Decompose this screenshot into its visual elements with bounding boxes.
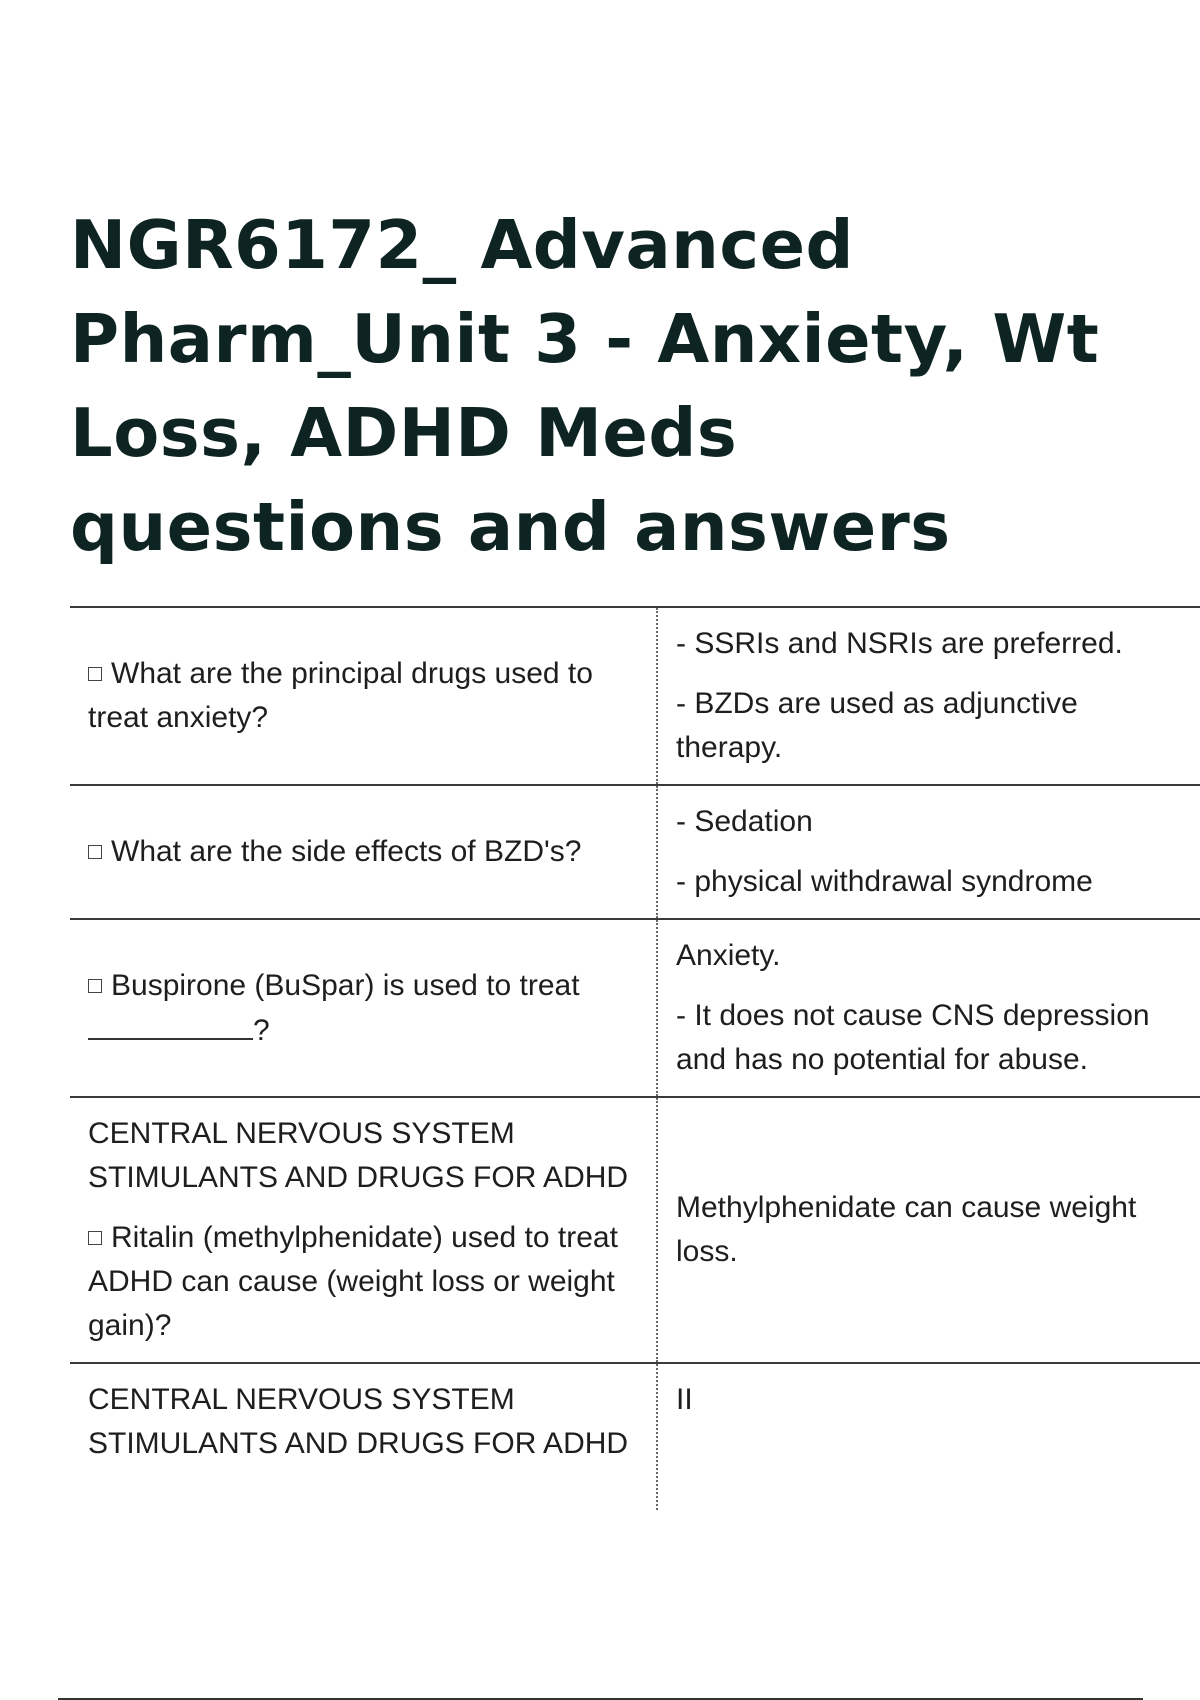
- answer-cell: [657, 1097, 1200, 1363]
- table-row: [70, 607, 1200, 785]
- question-text: Ritalin (methylphenidate) used to treat ADHD can cause (weight loss or weight gain)?: [88, 1221, 618, 1342]
- checkbox-square-icon: [88, 845, 102, 859]
- table-row: [70, 919, 1200, 1097]
- table-row: [70, 1097, 1200, 1363]
- question-text: What are the principal drugs used to treat anxiety?: [88, 657, 593, 734]
- answer-line: - It does not cause CNS depression and has no potential for abuse.: [676, 999, 1150, 1076]
- question-cell: [70, 607, 657, 785]
- fill-in-blank: [88, 1008, 253, 1040]
- checkbox-square-icon: [88, 667, 102, 681]
- section-heading: CENTRAL NERVOUS SYSTEM STIMULANTS AND DRUGS FOR ADHD: [88, 1117, 629, 1194]
- answer-line: - physical withdrawal syndrome: [676, 865, 1093, 898]
- checkbox-square-icon: [88, 979, 102, 993]
- answer-cell: [657, 607, 1200, 785]
- question-cell: [70, 785, 657, 919]
- answer-line: - SSRIs and NSRIs are preferred.: [676, 627, 1123, 660]
- question-cell: [70, 1097, 657, 1363]
- answer-cell: [657, 785, 1200, 919]
- qa-table: [70, 606, 1200, 1510]
- answer-line: II: [676, 1383, 693, 1416]
- question-text: Buspirone (BuSpar) is used to treat: [111, 968, 580, 1002]
- question-suffix: ?: [253, 1013, 270, 1047]
- section-heading: CENTRAL NERVOUS SYSTEM STIMULANTS AND DRUGS FOR ADHD: [88, 1383, 629, 1460]
- checkbox-square-icon: [88, 1231, 102, 1245]
- answer-line: - Sedation: [676, 805, 813, 838]
- answer-line: - BZDs are used as adjunctive therapy.: [676, 687, 1078, 764]
- table-row: [70, 1363, 1200, 1510]
- answer-line: Methylphenidate can cause weight loss.: [676, 1191, 1137, 1268]
- answer-line: Anxiety.: [676, 939, 781, 972]
- answer-cell: [657, 919, 1200, 1097]
- question-cell: [70, 919, 657, 1097]
- question-text: What are the side effects of BZD's?: [111, 835, 582, 868]
- question-cell: [70, 1363, 657, 1510]
- answer-cell: [657, 1363, 1200, 1510]
- table-row: [70, 785, 1200, 919]
- document-title: NGR6172_ Advanced Pharm_Unit 3 - Anxiety, Wt Loss, ADHD Meds questions and answers: [70, 206, 1100, 566]
